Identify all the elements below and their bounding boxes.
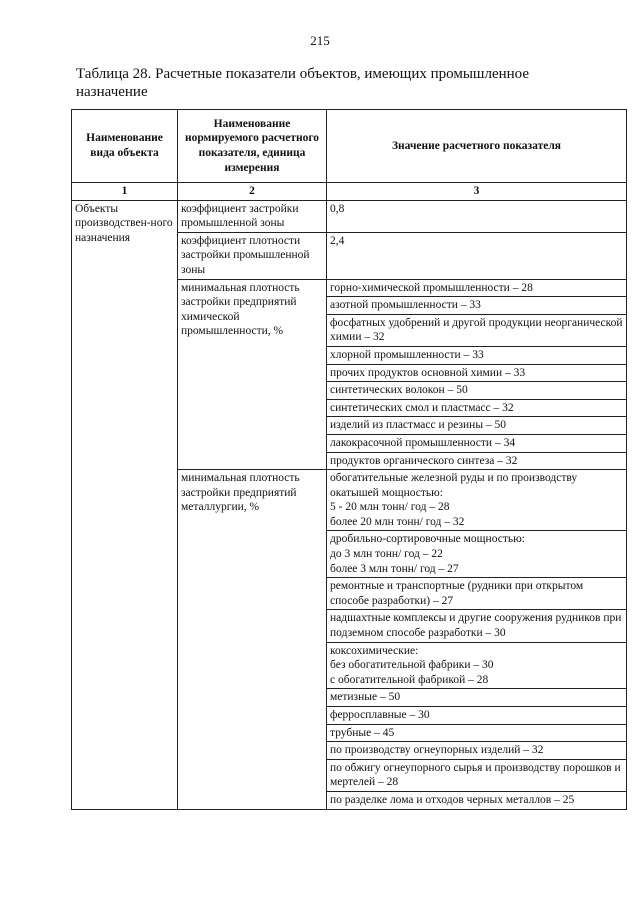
value-cell: надшахтные комплексы и другие сооружения рудников при подземном способе разработки – 30	[327, 610, 627, 642]
value-cell: по производству огнеупорных изделий – 32	[327, 742, 627, 760]
value-cell: дробильно-сортировочные мощностью: до 3 млн тонн/ год – 22 более 3 млн тонн/ год – 27	[327, 531, 627, 578]
header-object-type: Наименование вида объекта	[72, 110, 178, 183]
table-caption: Таблица 28. Расчетные показатели объектов, имеющих промышленное назначение	[76, 66, 530, 100]
value-cell: горно-химической промышленности – 28	[327, 279, 627, 297]
value-cell: обогатительные железной руды и по производству окатышей мощностью: 5 - 20 млн тонн/ год – 28 более 20 млн тонн/ год – 32	[327, 470, 627, 531]
header-value: Значение расчетного показателя	[327, 110, 627, 183]
value-cell: метизные – 50	[327, 689, 627, 707]
value-cell: трубные – 45	[327, 724, 627, 742]
header-indicator: Наименование нормируемого расчетного показателя, единица измерения	[178, 110, 327, 183]
value-cell: синтетических смол и пластмасс – 32	[327, 399, 627, 417]
value-cell: по обжигу огнеупорного сырья и производству порошков и мертелей – 28	[327, 759, 627, 791]
value-cell: ремонтные и транспортные (рудники при открытом способе разработки) – 27	[327, 578, 627, 610]
table-row	[72, 200, 627, 232]
value-cell: синтетических волокон – 50	[327, 382, 627, 400]
value-cell: по разделке лома и отходов черных металлов – 25	[327, 791, 627, 809]
indicator-cell: коэффициент плотности застройки промышленной зоны	[178, 232, 327, 279]
page-number: 215	[310, 33, 330, 48]
indicators-table	[71, 109, 627, 810]
value-cell: азотной промышленности – 33	[327, 297, 627, 315]
value-cell: продуктов органического синтеза – 32	[327, 452, 627, 470]
indicator-cell: минимальная плотность застройки предприятий химической промышленности, %	[178, 279, 327, 470]
column-number: 3	[327, 183, 627, 201]
column-number: 2	[178, 183, 327, 201]
value-cell: 0,8	[327, 200, 627, 232]
value-cell: изделий из пластмасс и резины – 50	[327, 417, 627, 435]
value-cell: фосфатных удобрений и другой продукции неорганической химии – 32	[327, 314, 627, 346]
column-number: 1	[72, 183, 178, 201]
object-type-cell: Объекты производствен-ного назначения	[72, 200, 178, 809]
value-cell: 2,4	[327, 232, 627, 279]
indicator-cell: минимальная плотность застройки предприятий металлургии, %	[178, 470, 327, 809]
indicator-cell: коэффициент застройки промышленной зоны	[178, 200, 327, 232]
value-cell: лакокрасочной промышленности – 34	[327, 434, 627, 452]
value-cell: коксохимические: без обогатительной фабрики – 30 с обогатительной фабрикой – 28	[327, 642, 627, 689]
value-cell: прочих продуктов основной химии – 33	[327, 364, 627, 382]
value-cell: хлорной промышленности – 33	[327, 346, 627, 364]
value-cell: ферросплавные – 30	[327, 707, 627, 725]
